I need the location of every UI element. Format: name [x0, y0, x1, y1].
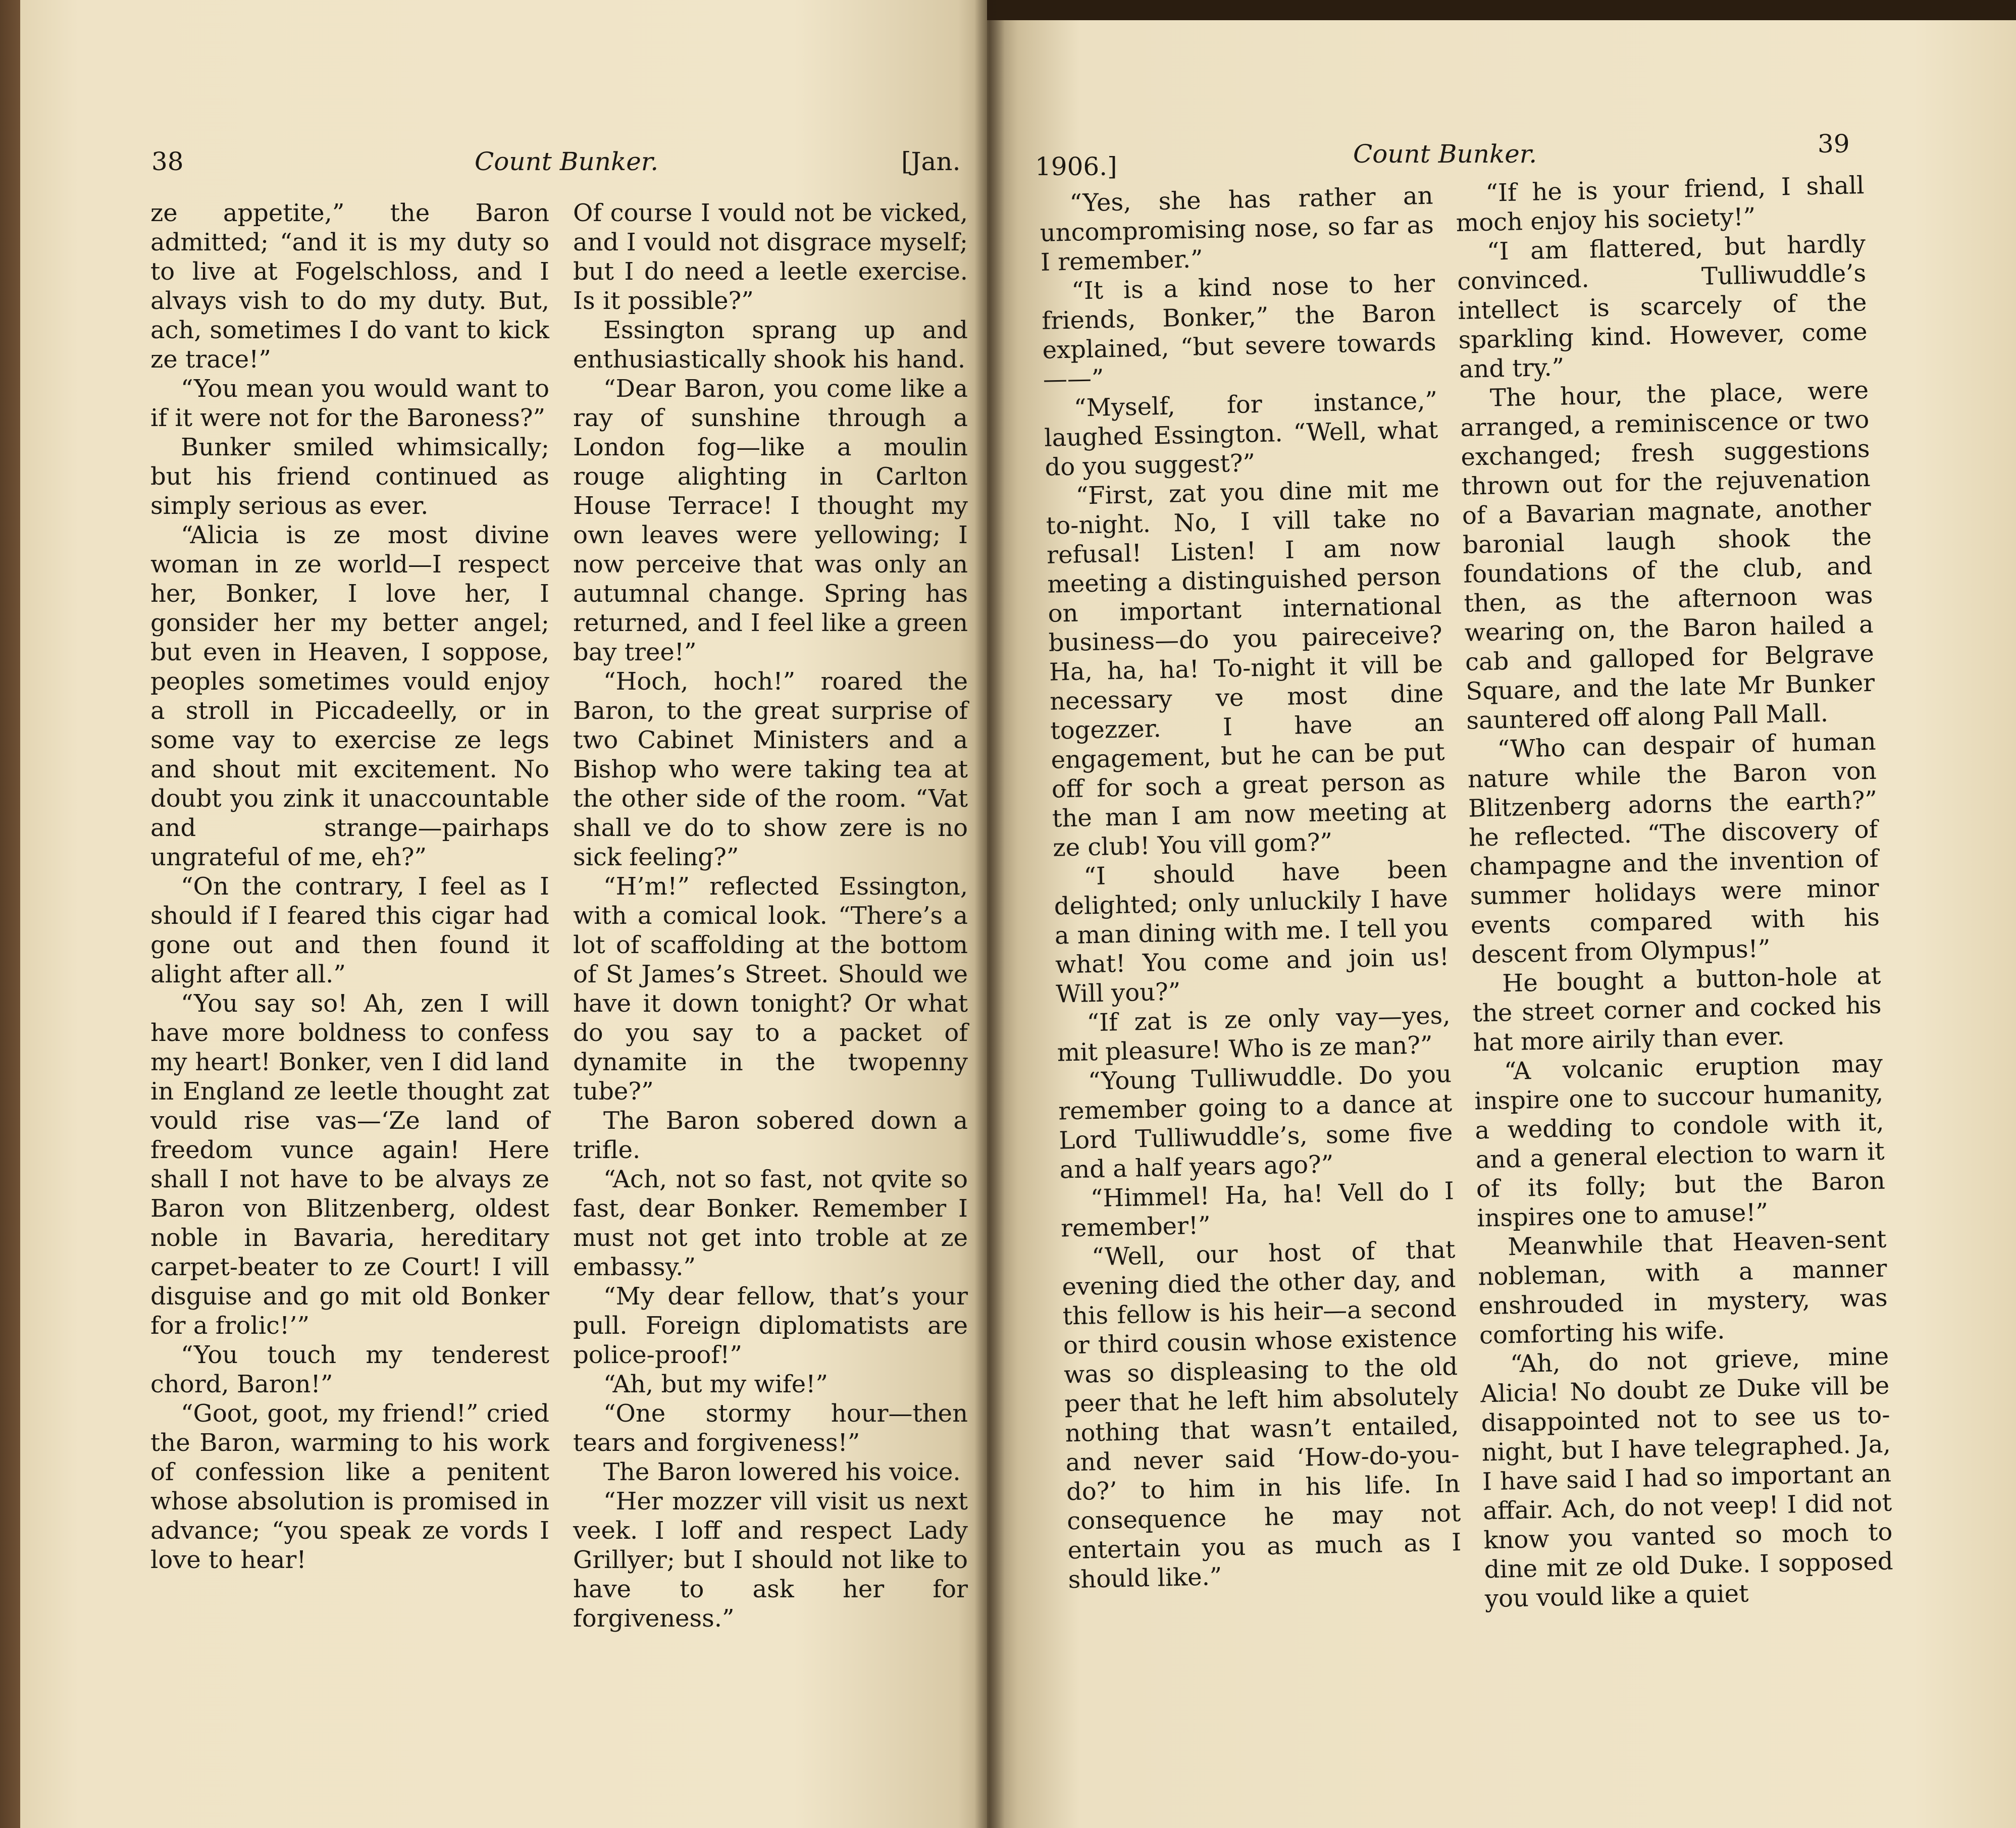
paragraph: “My dear fellow, that’s your pull. Foreign diplomatists are police-proof!”: [573, 1282, 968, 1369]
paragraph: “Young Tulliwuddle. Do you remember going to a dance at Lord Tulliwuddle’s, some five and a half years ago?”: [1058, 1060, 1453, 1184]
paragraph: “You mean you would want to if it were not for the Baroness?”: [150, 375, 549, 432]
paragraph: “Ach, not so fast, not qvite so fast, dear Bonker. Remember I must not get into troble at ze embassy.”: [573, 1165, 968, 1281]
background-strip: [987, 0, 2016, 20]
paragraph: “One stormy hour—then tears and forgiveness!”: [573, 1399, 968, 1457]
paragraph: The Baron sobered down a trifle.: [573, 1107, 968, 1164]
text-column-3: [1039, 181, 1462, 1595]
paragraph: The Baron lowered his voice.: [603, 1458, 961, 1486]
page-number-right: 39: [1818, 129, 1850, 159]
paragraph: The hour, the place, were arranged, a reminiscence or two exchanged; fresh suggestions thrown out for the rejuvenation of a Bavarian magnate, another baronial laugh shook the foundations of the club, and then, as the afternoon was wearing on, the Baron hailed a cab and galloped for Belgrave Square, and the late Mr Bunker sauntered off along Pall Mall.: [1460, 376, 1875, 735]
paragraph: “Goot, goot, my friend!” cried the Baron, warming to his work of confession like a penitent whose absolution is promised in advance; “you speak ze vords I love to hear!: [150, 1399, 549, 1574]
paragraph: “A volcanic eruption may inspire one to succour humanity, a wedding to condole with it, and a general election to warn it of its folly; but the Baron inspires one to amuse!”: [1474, 1049, 1886, 1233]
date-mark-right: 1906.]: [1035, 152, 1117, 181]
book-gutter: [974, 0, 1005, 1828]
page-number-left: 38: [151, 147, 184, 176]
text-column-4: [1455, 171, 1894, 1613]
paragraph: “Who can despair of human nature while the Baron von Blitzenberg adorns the earth?” he reflected. “The discovery of champagne and the invention of summer holidays were minor events compared with his descent from Olympus!”: [1467, 727, 1880, 969]
paragraph: “You say so! Ah, zen I will have more boldness to confess my heart! Bonker, ven I did land in England ze leetle thought zat vould rise vas—‘Ze land of freedom vunce again! Here shall I not have to be alvays ze Baron von Blitzenberg, oldest noble in Bavaria, hereditary carpet-beater to ze Court! I vill disguise and go mit old Bonker for a frolic!’”: [150, 989, 549, 1340]
paragraph: “Yes, she has rather an uncompromising nose, so far as I remember.”: [1040, 181, 1434, 277]
paragraph: Bunker smiled whimsically; but his friend continued as simply serious as ever.: [150, 433, 549, 520]
paragraph: Of course I vould not be vicked, and I vould not disgrace myself; but I do need a leetle exercise. Is it possible?”: [573, 199, 968, 315]
text-column-1: [150, 198, 549, 1575]
paragraph: “I am flattered, but hardly convinced. Tulliwuddle’s intellect is scarcely of the sparkling kind. However, come and try.”: [1457, 230, 1868, 384]
paragraph: “If zat is ze only vay—yes, mit pleasure! Who is ze man?”: [1057, 1001, 1451, 1067]
paragraph: “Himmel! Ha, ha! Vell do I remember!”: [1060, 1177, 1455, 1243]
running-title-left: Count Bunker.: [475, 147, 659, 176]
running-title-right: Count Bunker.: [1353, 139, 1537, 169]
paragraph: “Well, our host of that evening died the other day, and this fellow is his heir—a second or third cousin whose existence was so displeasing to the old peer that he left him absolutely nothing that wasn’t entailed, and never said ‘How-do-you-do?’ to him in his life. In consequence he may not entertain you as much as I should like.”: [1061, 1235, 1462, 1594]
paragraph: Meanwhile that Heaven-sent nobleman, with a manner enshrouded in mystery, was comforting his wife.: [1477, 1225, 1888, 1350]
paragraph: “You touch my tenderest chord, Baron!”: [150, 1341, 549, 1398]
paragraph: “On the contrary, I feel as I should if I feared this cigar had gone out and then found it alight after all.”: [150, 872, 549, 988]
paragraph: “Myself, for instance,” laughed Essington. “Well, what do you suggest?”: [1044, 386, 1438, 482]
paragraph: “Hoch, hoch!” roared the Baron, to the great surprise of two Cabinet Ministers and a Bishop who were taking tea at the other side of the room. “Vat shall ve do to show zere is no sick feeling?”: [573, 667, 968, 871]
paragraph: “Ah, but my wife!”: [603, 1370, 828, 1398]
paragraph: ze appetite,” the Baron admitted; “and it is my duty so to live at Fogelschloss, and I alvays vish to do my duty. But, ach, sometimes I do vant to kick ze trace!”: [150, 199, 549, 374]
text-column-2: [573, 198, 968, 1633]
paragraph: Essington sprang up and enthusiastically shook his hand.: [573, 316, 968, 374]
paragraph: “If he is your friend, I shall moch enjoy his society!”: [1456, 171, 1865, 237]
paragraph: “First, zat you dine mit me to-night. No, I vill take no refusal! Listen! I am now meeting a distinguished person on important international business—do you paireceive? Ha, ha, ha! To-night it vill be necessary ve most dine togezzer. I have an engagement, but he can be put off for soch a great person as the man I am now meeting at ze club! You vill gom?”: [1046, 474, 1446, 862]
paragraph: “Her mozzer vill visit us next veek. I loff and respect Lady Grillyer; but I should not like to have to ask her for forgiveness.”: [573, 1487, 968, 1633]
paragraph: “I should have been delighted; only unluckily I have a man dining with me. I tell you what! You come and join us! Will you?”: [1054, 855, 1450, 1009]
paragraph: He bought a button-hole at the street corner and cocked his hat more airily than ever.: [1472, 961, 1882, 1057]
paragraph: “Dear Baron, you come like a ray of sunshine through a London fog—like a moulin rouge alighting in Carlton House Terrace! I thought my own leaves were yellowing; I now perceive that was only an autumnal change. Spring has returned, and I feel like a green bay tree!”: [573, 375, 968, 666]
paragraph: “Ah, do not grieve, mine Alicia! No doubt ze Duke vill be disappointed not to see us to-night, but I have telegraphed. Ja, I have said I had so important an affair. Ach, do not veep! I did not know you vanted so moch to dine mit ze old Duke. I sopposed you vould like a quiet: [1480, 1342, 1894, 1613]
paragraph: “Alicia is ze most divine woman in ze world—I respect her, Bonker, I love her, I gonsider her my better angel; but even in Heaven, I soppose, peoples sometimes vould enjoy a stroll in Piccadeelly, or in some vay to exercise ze legs and shout mit excitement. No doubt you zink it unaccountable and strange—pairhaps ungrateful of me, eh?”: [150, 521, 549, 871]
date-mark-left: [Jan.: [901, 147, 961, 176]
paragraph: “It is a kind nose to her friends, Bonker,” the Baron explained, “but severe towards——”: [1041, 269, 1437, 394]
paragraph: “H’m!” reflected Essington, with a comical look. “There’s a lot of scaffolding at the bottom of St James’s Street. Should we have it down tonight? Or what do you say to a packet of dynamite in the twopenny tube?”: [573, 872, 968, 1106]
